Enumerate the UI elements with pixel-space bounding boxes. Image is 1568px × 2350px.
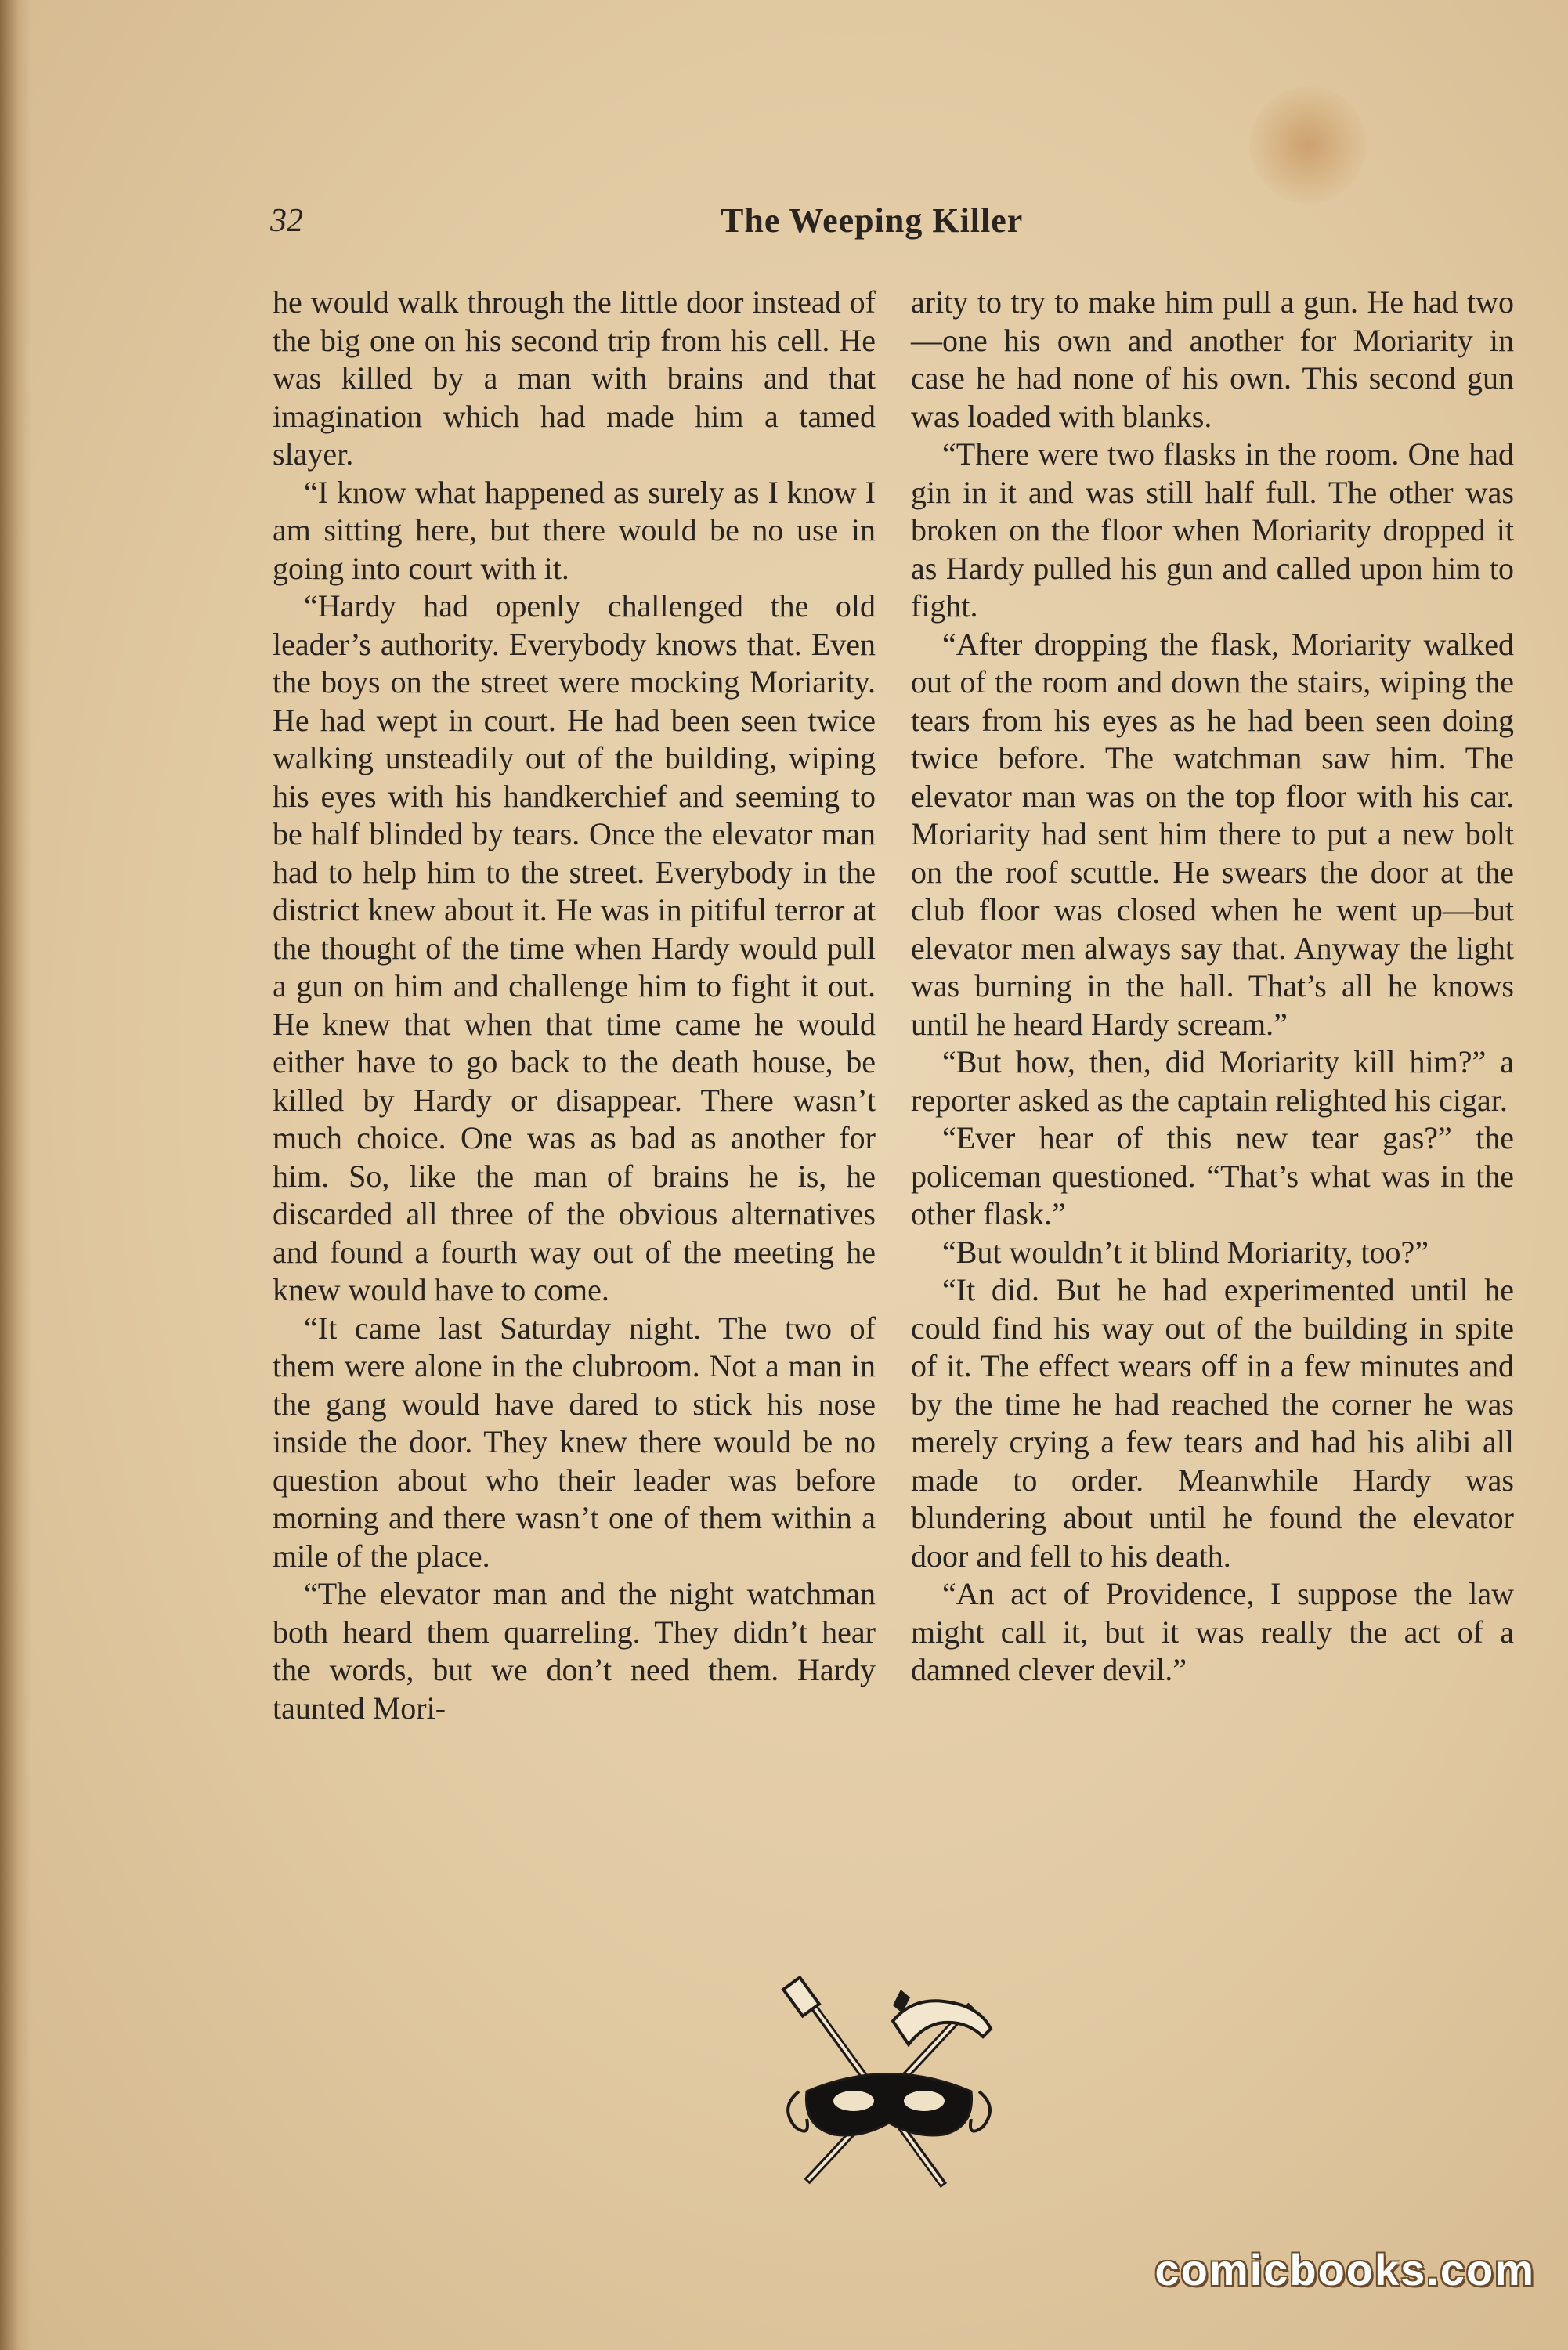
running-title: The Weeping Killer xyxy=(721,201,1024,240)
paragraph: “It did. But he had experimented until he could find his way out of the building in spite of it. The effect wears off in a few minutes and by the time he had reached the corner he was merely crying a few tears and had his alibi all made to order. Meanwhile Hardy was blundering about until he found the elevator door and fell to his death. xyxy=(911,1272,1514,1574)
paper-stain xyxy=(1249,86,1367,204)
paragraph: “But how, then, did Moriarity kill him?” a reporter asked as the captain relighted his cigar. xyxy=(911,1044,1514,1118)
paragraph: “An act of Providence, I suppose the law might call it, but it was really the act of a damned clever devil.” xyxy=(911,1576,1514,1687)
page-header xyxy=(270,194,1516,249)
paragraph: “But wouldn’t it blind Moriarity, too?” xyxy=(942,1234,1429,1270)
paragraph: “Hardy had openly challenged the old leader’s authority. Everybody knows that. Even the boys on the street were mocking Moriarity. He had wept in court. He had been seen twice walking unsteadily out of the building, wiping his eyes with his handkerchief and seeming to be half blinded by tears. Once the elevator man had to help him to the street. Everybody in the district knew about it. He was in pitiful terror at the thought of the time when Hardy would pull a gun on him and challenge him to fight it out. He knew that when that time came he would either have to go back to the death house, be killed by Hardy or disappear. There wasn’t much choice. One was as bad as another for him. So, like the man of brains he is, he discarded all three of the obvious alternatives and found a fourth way out of the meeting he knew would have to come. xyxy=(273,588,876,1307)
page-number: 32 xyxy=(270,203,303,239)
paragraph: “Ever hear of this new tear gas?” the policeman questioned. “That’s what was in the other flask.” xyxy=(911,1120,1514,1231)
text-column-left xyxy=(273,284,876,1727)
paragraph: he would walk through the little door instead of the big one on his second trip from his cell. He was killed by a man with brains and that imagination which had made him a tamed slayer. xyxy=(273,284,876,472)
mask-dagger-pistol-icon xyxy=(775,1974,1003,2201)
paragraph: “The elevator man and the night watchman both heard them quarreling. They didn’t hear the words, but we don’t need them. Hardy taunted Mori- xyxy=(273,1576,876,1726)
paragraph: “After dropping the flask, Moriarity walked out of the room and down the stairs, wiping the tears from his eyes as he had been seen doing twice before. The watchman saw him. The elevator man was on the top floor with his car. Moriarity had sent him there to put a new bolt on the roof scuttle. He swears the door at the club floor was closed when he went up—but elevator men always say that. Anyway the light was burning in the hall. That’s all he knows until he heard Hardy scream.” xyxy=(911,626,1514,1042)
paragraph: “I know what happened as surely as I know I am sitting here, but there would be no use in going into court with it. xyxy=(273,474,876,586)
text-column-right xyxy=(911,284,1514,1690)
paragraph: “It came last Saturday night. The two of them were alone in the clubroom. Not a man in the gang would have dared to stick his nose inside the door. They knew there would be no question about who their leader was before morning and there wasn’t one of them within a mile of the place. xyxy=(273,1310,876,1574)
page-edge-shadow xyxy=(0,0,31,2350)
watermark: comicbooks.com xyxy=(1154,2245,1535,2294)
paragraph: arity to try to make him pull a gun. He had two—one his own and another for Moriarity in case he had none of his own. This second gun was loaded with blanks. xyxy=(911,284,1514,434)
mask-icon xyxy=(806,2074,971,2136)
paragraph: “There were two flasks in the room. One had gin in it and was still half full. The other was broken on the floor when Moriarity dropped it as Hardy pulled his gun and called upon him to fight. xyxy=(911,436,1514,624)
